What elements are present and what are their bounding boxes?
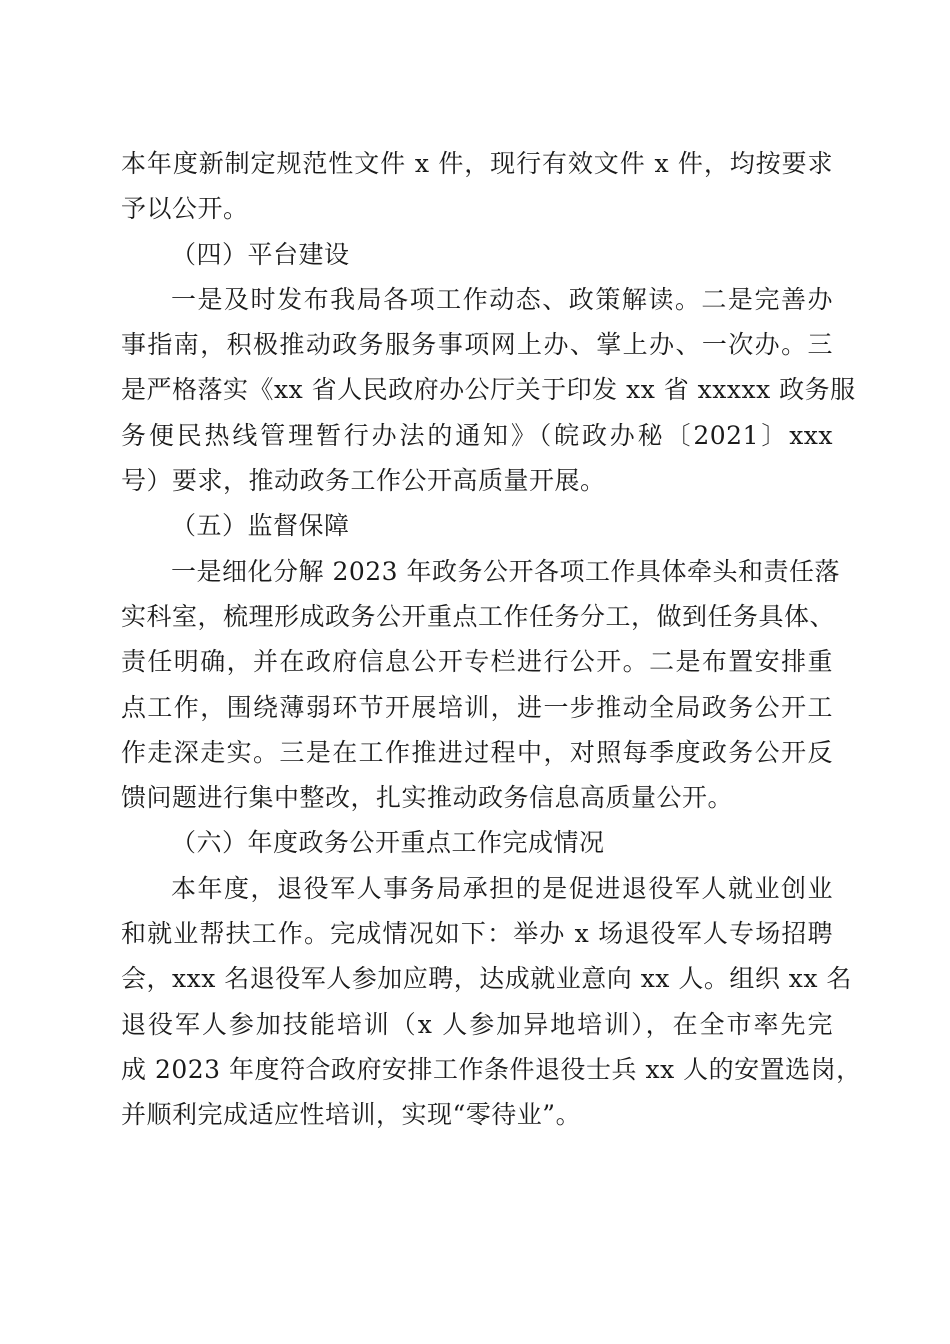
text-line: 退役军人参加技能培训（x 人参加异地培训），在全市率先完 (121, 1009, 833, 1039)
text-line: 号）要求，推动政务工作公开高质量开展。 (121, 466, 606, 496)
text-line: 予以公开。 (121, 194, 249, 224)
text-line: 并顺利完成适应性培训，实现“零待业”。 (121, 1100, 582, 1130)
text-line: 成 2023 年度符合政府安排工作条件退役士兵 xx 人的安置选岗， (121, 1054, 862, 1084)
text-line: 本年度新制定规范性文件 x 件，现行有效文件 x 件，均按要求 (121, 149, 833, 178)
text-line: 作走深走实。三是在工作推进过程中，对照每季度政务公开反 (121, 737, 833, 767)
text-line: 责任明确，并在政府信息公开专栏进行公开。二是布置安排重 (121, 647, 833, 677)
section-heading-supervision: （五）监督保障 (171, 511, 350, 541)
document-body (121, 141, 862, 1138)
text-line: 和就业帮扶工作。完成情况如下：举办 x 场退役军人专场招聘 (121, 919, 833, 949)
text-line: 本年度，退役军人事务局承担的是促进退役军人就业创业 (171, 873, 833, 903)
text-line: 事指南，积极推动政务服务事项网上办、掌上办、一次办。三 (121, 330, 833, 360)
text-line: 馈问题进行集中整改，扎实推动政务信息高质量公开。 (121, 783, 734, 813)
text-line: 务便民热线管理暂行办法的通知》（皖政办秘〔2021〕xxx (121, 420, 833, 450)
text-line: 点工作，围绕薄弱环节开展培训，进一步推动全局政务公开工 (121, 692, 833, 722)
section-heading-platform: （四）平台建设 (171, 239, 350, 269)
section-heading-key-work: （六）年度政务公开重点工作完成情况 (171, 828, 605, 858)
text-line: 一是细化分解 2023 年政务公开各项工作具体牵头和责任落 (171, 556, 841, 586)
text-line: 实科室，梳理形成政务公开重点工作任务分工，做到任务具体、 (121, 601, 836, 631)
text-line: 一是及时发布我局各项工作动态、政策解读。二是完善办 (171, 284, 833, 314)
text-line: 会，xxx 名退役军人参加应聘，达成就业意向 xx 人。组织 xx 名 (121, 964, 852, 994)
text-line: 是严格落实《xx 省人民政府办公厅关于印发 xx 省 xxxxx 政务服 (121, 375, 856, 405)
